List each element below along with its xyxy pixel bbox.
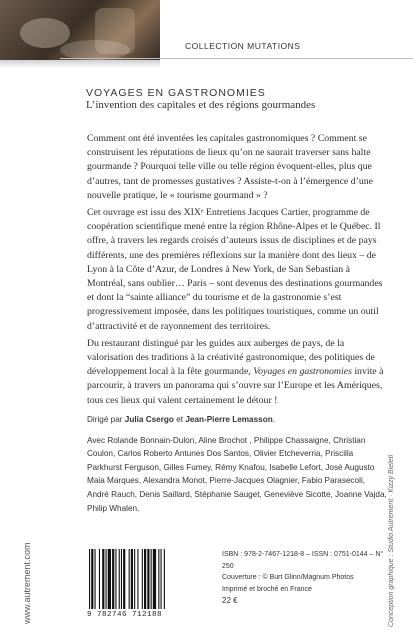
barcode-bar bbox=[153, 549, 156, 609]
cover-photo bbox=[0, 0, 160, 66]
book-subtitle: L’invention des capitales et des régions gourmandes bbox=[86, 99, 316, 111]
barcode-bar bbox=[131, 549, 133, 609]
barcode-bar bbox=[89, 549, 90, 609]
barcode-bar bbox=[99, 549, 100, 609]
barcode-bar bbox=[134, 549, 135, 609]
photo-fade bbox=[0, 60, 160, 68]
book-title: VOYAGES EN GASTRONOMIES bbox=[86, 87, 266, 99]
barcode-bar bbox=[164, 549, 165, 609]
directors-line: Dirigé par Julia Csergo et Jean-Pierre Lemasson. bbox=[87, 415, 275, 424]
barcode-bar bbox=[102, 549, 104, 609]
barcode-bar bbox=[119, 549, 120, 609]
description-paragraph-2: Cet ouvrage est issu des XIXᵉ Entretiens Jacques Cartier, programme de coopération scientifique mené entre la région Rhône-Alpes et le Québec. Il offre, à travers les regards croisés d’auteurs issus de disciplines et de pays différents, une des premières réflexions sur la manière dont des lieux – de Lyon à la Côte d’Azur, de Londres à New York, de San Sebastian à Montréal, sans oublier… Paris – sont devenus des destinations gourmandes et dont la “sainte alliance” du tourisme et de la gastronomie s’est progressivement imposée, dans les politiques touristiques, comme un outil d’attractivité et de rayonnement des territoires. bbox=[87, 207, 383, 332]
barcode-bar bbox=[121, 549, 122, 609]
barcode-bar bbox=[108, 549, 111, 609]
director-2: Jean-Pierre Lemasson bbox=[185, 415, 273, 424]
barcode-bar bbox=[129, 549, 130, 609]
barcode-bar bbox=[91, 549, 93, 609]
barcode-bar bbox=[142, 549, 143, 609]
barcode-bar bbox=[112, 549, 114, 609]
barcode-bar bbox=[151, 549, 152, 609]
description-paragraph-3: Du restaurant distingué par les guides aux auberges de pays, de la valorisation des traditions à la créativité gastronomique, des politiques de développement local à la fête gourmande, Voyages en gastronomies invite à parcourir, à travers un panorama qui s’ouvre sur l’Europe et les Amériques, tous ces lieux qui valent certainement le détour ! bbox=[87, 337, 384, 406]
barcode-bar bbox=[161, 549, 162, 609]
price: 22 € bbox=[222, 596, 238, 605]
barcode bbox=[87, 549, 203, 609]
description-paragraph-1: Comment ont été inventées les capitales gastronomiques ? Comment se construisent les réputations de lieux qu’on ne saurait traverser sans halte gourmande ? Pourquoi telle ville ou telle région évoquent-elles, plus que d’autres, tant de promesses gustatives ? Assiste-t-on à l’émergence d’une nouvelle pratique, le « tourisme gourmand » ? bbox=[87, 133, 374, 201]
barcode-bar bbox=[106, 549, 107, 609]
barcode-bar bbox=[123, 549, 125, 609]
barcode-bar bbox=[147, 549, 149, 609]
barcode-bar bbox=[144, 549, 146, 609]
description bbox=[87, 132, 385, 411]
cover-credit: Couverture : © Burt Glinn/Magnum Photos bbox=[222, 574, 354, 581]
barcode-bar bbox=[95, 549, 96, 609]
barcode-bar bbox=[115, 549, 116, 609]
barcode-number: 9 782746 712188 bbox=[87, 611, 163, 619]
collection-label: COLLECTION MUTATIONS bbox=[185, 41, 301, 51]
header-rule bbox=[60, 58, 413, 59]
design-credit: Conception graphique : Studio Autrement · Kizzy Bieleti bbox=[388, 454, 395, 627]
printing-info: Imprimé et broché en France bbox=[222, 585, 312, 593]
isbn-line: ISBN : 978-2-7467-1218-8 – ISSN : 0751-0144 – N° 250 bbox=[222, 551, 384, 570]
credits bbox=[87, 413, 387, 515]
barcode-bar bbox=[137, 549, 138, 609]
isbn-block bbox=[222, 549, 392, 595]
barcode-bar bbox=[158, 549, 159, 609]
contributors-list: Avec Rolande Bonnain-Dulon, Aline Brochot , Philippe Chassaigne, Christian Coulon, Carlos Roberto Antunes Dos Santos, Olivier Etcheverria, Priscilla Parkhurst Ferguson, Gilles Fumey, Rémy Knafou, Isabelle Lefort, José Augusto Maia Marques, Alexandra Monot, Pierre-Jacques Olagnier, Fabio Parasecoli, André Rauch, Denis Saillard, Stéphanie Sauget, Geneviève Sicotte, Joanne Vajda, Philip Whalen. bbox=[87, 435, 387, 513]
website-url[interactable]: www.autrement.com bbox=[22, 542, 32, 624]
director-1: Julia Csergo bbox=[124, 415, 174, 424]
book-title-italic: Voyages en gastronomies bbox=[253, 366, 352, 378]
